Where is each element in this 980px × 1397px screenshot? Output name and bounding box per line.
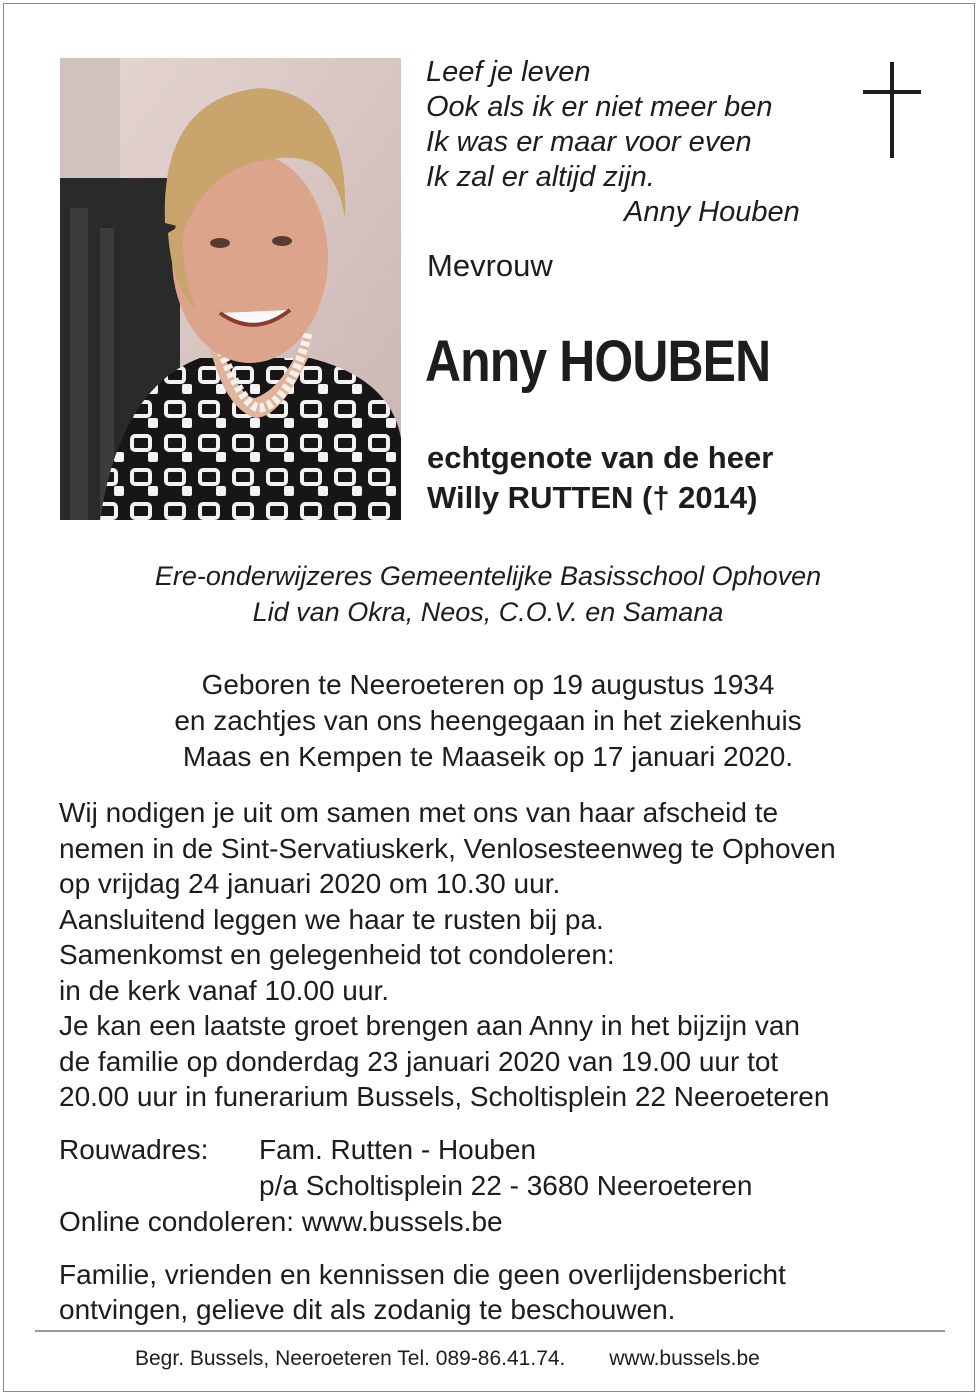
closing-line: ontvingen, gelieve dit als zodanig te beschouwen. (59, 1294, 676, 1325)
poem (426, 55, 846, 230)
closing-text (59, 1257, 786, 1327)
poem-line: Ook als ik er niet meer ben (426, 91, 773, 123)
invitation-line: Samenkomst en gelegenheid tot condoleren: (59, 939, 615, 970)
invitation-line: de familie op donderdag 23 januari 2020 van 19.00 uur tot (59, 1045, 779, 1077)
invitation-line: nemen in de Sint-Servatiuskerk, Venlosesteenweg te Ophoven (59, 832, 836, 864)
birth-death-line: Maas en Kempen te Maaseik op 17 januari 2020. (182, 741, 794, 772)
portrait-photo (60, 58, 401, 520)
spouse-line: echtgenote van de heer (427, 440, 774, 475)
invitation-line: Aansluitend leggen we haar te rusten bij pa. (59, 903, 604, 935)
address-spacer (59, 1168, 259, 1204)
birth-death-line: en zachtjes van ons heengegaan in het ziekenhuis (174, 705, 802, 736)
honorific: Mevrouw (427, 248, 553, 283)
role-line: Ere-onderwijzeres Gemeentelijke Basisschool Ophoven (154, 561, 822, 591)
address-line: p/a Scholtisplein 22 - 3680 Neeroeteren (259, 1170, 753, 1201)
spouse-info (427, 438, 773, 518)
invitation-line: 20.00 uur in funerarium Bussels, Scholtisplein 22 Neeroeteren (59, 1081, 830, 1112)
invitation-line: Wij nodigen je uit om samen met ons van haar afscheid te (59, 797, 779, 828)
invitation-line: Je kan een laatste groet brengen aan Anny in het bijzijn van (59, 1010, 800, 1041)
spouse-line: Willy RUTTEN († 2014) (427, 480, 758, 515)
poem-line: Ik was er maar voor even (426, 126, 752, 158)
invitation-line: op vrijdag 24 januari 2020 om 10.30 uur. (59, 868, 561, 899)
online-condolence: Online condoleren: www.bussels.be (59, 1206, 503, 1237)
address-line: Fam. Rutten - Houben (259, 1134, 537, 1165)
poem-line: Ik zal er altijd zijn. (426, 161, 655, 193)
cross-icon (863, 62, 921, 158)
poem-author: Anny Houben (624, 196, 800, 228)
website-link[interactable]: www.bussels.be (609, 1347, 760, 1370)
footer (135, 1347, 760, 1371)
address-row (59, 1168, 752, 1204)
deceased-name: Anny HOUBEN (425, 329, 771, 394)
mourning-address (59, 1132, 752, 1240)
birth-death-info (0, 667, 976, 775)
invitation-text (59, 795, 939, 1115)
address-row (59, 1132, 752, 1168)
address-label: Rouwadres: (59, 1134, 209, 1165)
roles (0, 558, 976, 630)
closing-line: Familie, vrienden en kennissen die geen overlijdensbericht (59, 1259, 786, 1290)
footer-divider (35, 1330, 945, 1332)
birth-death-line: Geboren te Neeroeteren op 19 augustus 1934 (201, 669, 775, 700)
role-line: Lid van Okra, Neos, C.O.V. en Samana (252, 597, 724, 627)
invitation-line: in de kerk vanaf 10.00 uur. (59, 974, 389, 1006)
poem-line: Leef je leven (426, 56, 591, 88)
undertaker-info: Begr. Bussels, Neeroeteren Tel. 089-86.41.74. (135, 1347, 566, 1370)
